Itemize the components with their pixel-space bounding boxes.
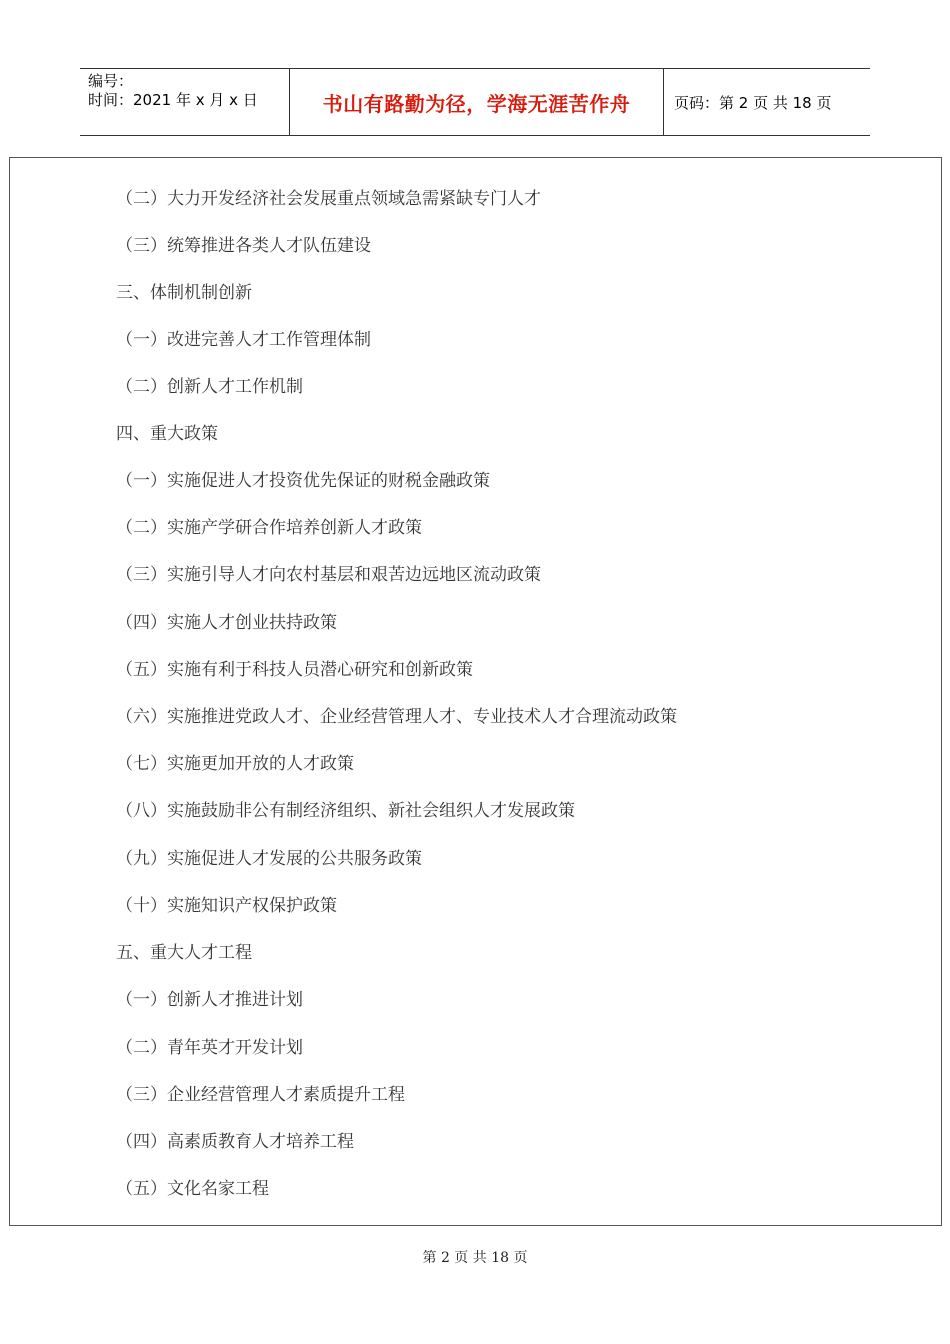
- document-date: 时间：2021 年 x 月 x 日: [88, 91, 258, 109]
- footer-page-number: 第 2 页 共 18 页: [422, 1250, 528, 1266]
- header-meta: [80, 69, 290, 135]
- outline-item: （七）实施更加开放的人才政策: [116, 754, 354, 774]
- outline-item: （一）实施促进人才投资优先保证的财税金融政策: [116, 471, 490, 491]
- page-footer: [0, 1247, 950, 1267]
- content-frame: [9, 157, 942, 1226]
- outline-item: （四）高素质教育人才培养工程: [116, 1132, 354, 1152]
- outline-item: （四）实施人才创业扶持政策: [116, 613, 337, 633]
- outline-item: （一）创新人才推进计划: [116, 990, 303, 1010]
- outline-item: （九）实施促进人才发展的公共服务政策: [116, 849, 422, 869]
- header-motto: 书山有路勤为径，学海无涯苦作舟: [290, 69, 664, 135]
- outline-item: （五）实施有利于科技人员潜心研究和创新政策: [116, 660, 473, 680]
- outline-item: （一）改进完善人才工作管理体制: [116, 330, 371, 350]
- outline-item: 五、重大人才工程: [116, 943, 252, 963]
- outline-item: （八）实施鼓励非公有制经济组织、新社会组织人才发展政策: [116, 801, 575, 821]
- outline-item: （三）统筹推进各类人才队伍建设: [116, 236, 371, 256]
- document-number-label: 编号：: [88, 72, 134, 90]
- outline-item: 四、重大政策: [116, 424, 218, 444]
- outline-item: 三、体制机制创新: [116, 283, 252, 303]
- header-page-info: 页码：第 2 页 共 18 页: [674, 93, 832, 112]
- outline-item: （十）实施知识产权保护政策: [116, 896, 337, 916]
- outline-item: （二）大力开发经济社会发展重点领域急需紧缺专门人才: [116, 189, 541, 209]
- outline-item: （三）实施引导人才向农村基层和艰苦边远地区流动政策: [116, 565, 541, 585]
- outline-item: （六）实施推进党政人才、企业经营管理人才、专业技术人才合理流动政策: [116, 707, 677, 727]
- outline-item: （二）创新人才工作机制: [116, 377, 303, 397]
- outline-item: （三）企业经营管理人才素质提升工程: [116, 1085, 405, 1105]
- outline-item: （五）文化名家工程: [116, 1179, 269, 1199]
- outline-item: （二）青年英才开发计划: [116, 1038, 303, 1058]
- page-header: [80, 68, 870, 136]
- outline-item: （二）实施产学研合作培养创新人才政策: [116, 518, 422, 538]
